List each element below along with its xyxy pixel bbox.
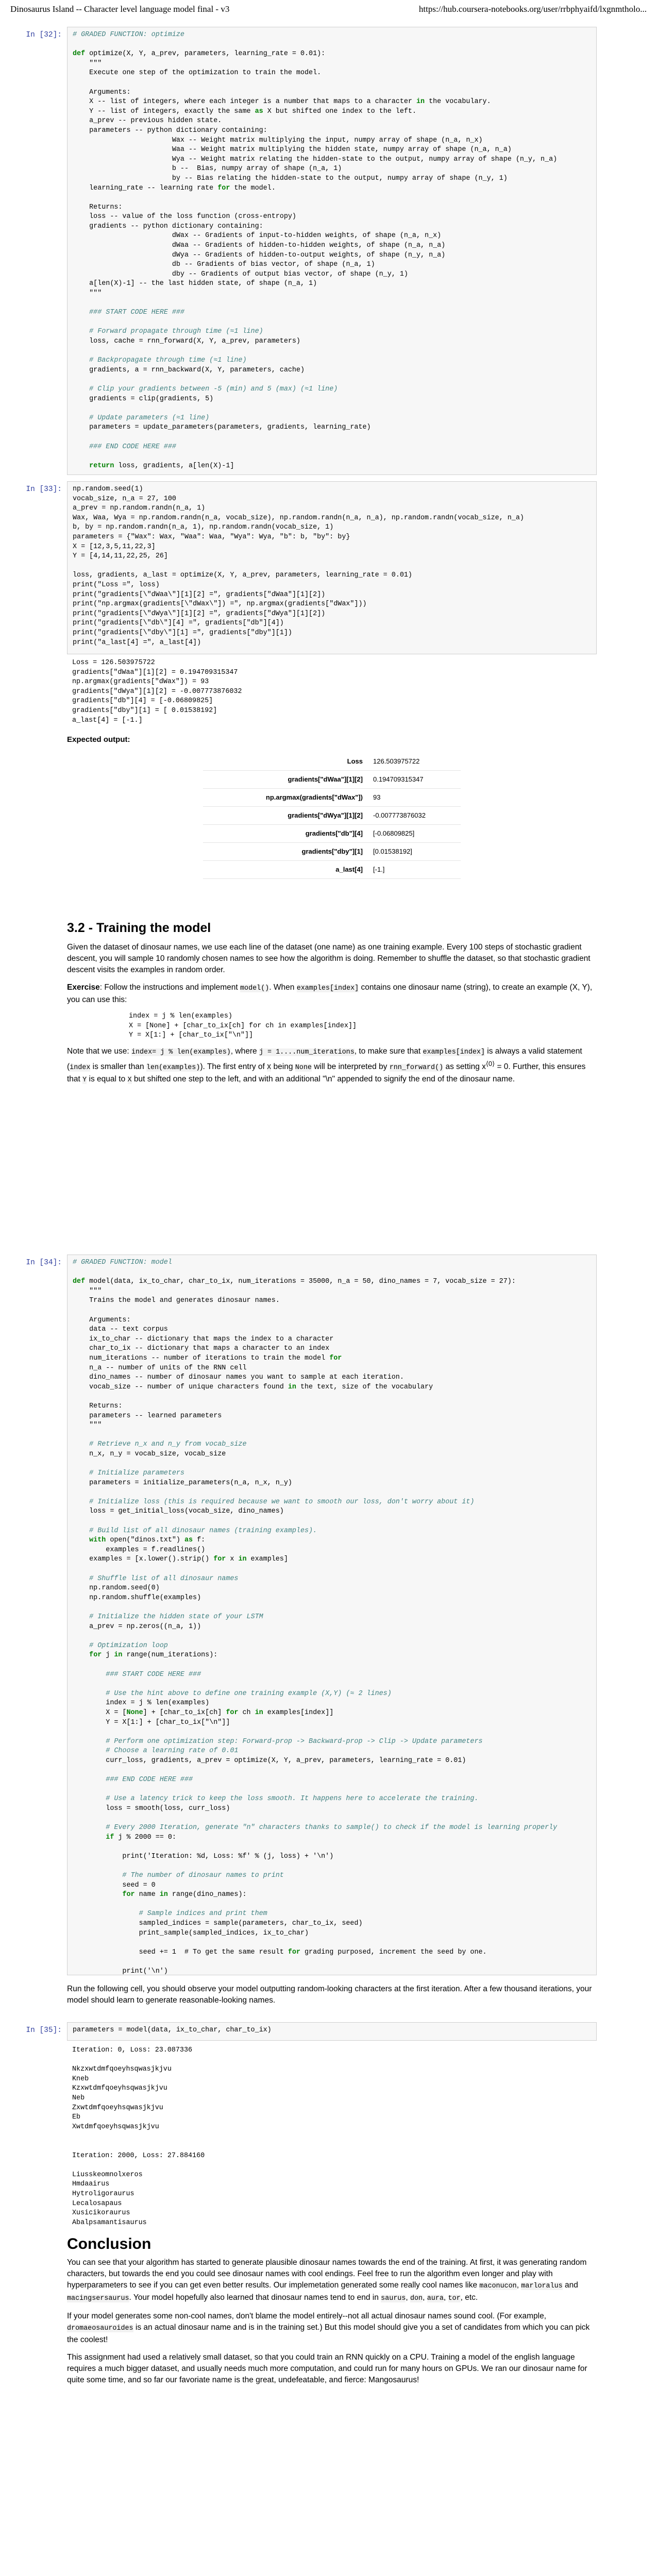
code-line: loss = smooth(loss, curr_loss) xyxy=(73,1804,230,1812)
output-line: Hytroligoraurus xyxy=(72,2190,134,2198)
expected-value: [0.01538192] xyxy=(368,843,461,861)
code-line: gradients, a = rnn_backward(X, Y, parameters, cache) xyxy=(73,366,305,374)
exercise-label: Exercise xyxy=(67,983,100,992)
code-input-optimize[interactable] xyxy=(67,27,597,475)
code-line xyxy=(73,1488,591,1498)
code-line: parameters = model(data, ix_to_char, char_to_ix) xyxy=(73,2026,272,2034)
code-line: dWya -- Gradients of hidden-to-output weights, of shape (n_y, n_a) xyxy=(73,251,446,259)
output-line xyxy=(72,2056,592,2065)
code-line: Y = X[1:] + [char_to_ix["\n"]] xyxy=(73,1718,230,1726)
code-line xyxy=(73,1431,591,1440)
expected-key: gradients["db"][4] xyxy=(203,825,368,843)
code-line xyxy=(73,1680,591,1689)
code-line xyxy=(73,452,591,462)
code-line: print("np.argmax(gradients[\"dWax\"]) =", np.argmax(gradients["dWax"])) xyxy=(73,600,367,608)
code-line: def model(data, ix_to_char, char_to_ix, num_iterations = 35000, n_a = 50, dino_names = 7, vocab_size = 27): xyxy=(73,1278,516,1286)
code-input-model[interactable] xyxy=(67,1255,597,1975)
cell-prompt: In [35]: xyxy=(26,2026,62,2035)
output-line: Hmdaairus xyxy=(72,2180,110,2189)
code-line: Wax, Waa, Wya = np.random.randn(n_a, vocab_size), np.random.randn(n_a, n_a), np.random.randn(vocab_size, n_a) xyxy=(73,514,524,522)
code-line: for name in range(dino_names): xyxy=(122,1891,247,1899)
cell-output-test-optimize xyxy=(67,656,597,731)
code-line: X = [None] + [char_to_ix[ch] for ch in examples[index]] xyxy=(73,1708,334,1717)
expected-key: gradients["dWya"][1][2] xyxy=(203,807,368,825)
code-line xyxy=(73,1517,591,1527)
code-line: parameters -- learned parameters xyxy=(73,1412,222,1420)
code-line: # Shuffle list of all dinosaur names xyxy=(73,1574,239,1583)
code-line: # Backpropagate through time (≈1 line) xyxy=(73,357,247,365)
code-line: # Sample indices and print them xyxy=(73,1910,267,1918)
cell-output-run-model xyxy=(67,2044,597,2233)
code-line: def optimize(X, Y, a_prev, parameters, learning_rate = 0.01): xyxy=(73,50,326,58)
expected-key: np.argmax(gradients["dWax"]) xyxy=(203,789,368,807)
section-intro-text: Given the dataset of dinosaur names, we use each line of the dataset (one name) as one training example. Every 100 steps of stochastic gradient descent, you will sample 10 randomly chosen names to see how the algorithm is doing. Remember to shuffle the dataset, so that stochastic gradient descent visits the examples in random order. xyxy=(67,943,591,974)
code-line: # Optimization loop xyxy=(73,1641,168,1650)
code-line: # Initialize parameters xyxy=(73,1469,184,1478)
output-line: gradients["db"][4] = [-0.06809825] xyxy=(72,697,213,705)
code-line: sampled_indices = sample(parameters, char_to_ix, seed) xyxy=(73,1919,363,1927)
output-line: gradients["dWaa"][1][2] = 0.194709315347 xyxy=(72,668,238,676)
code-line xyxy=(73,1459,591,1469)
cell-prompt: In [33]: xyxy=(26,485,62,494)
code-line: Returns: xyxy=(73,1402,123,1410)
code-line xyxy=(73,1603,591,1613)
code-line xyxy=(73,1565,591,1574)
code-line: dWaa -- Gradients of hidden-to-hidden weights, of shape (n_a, n_a) xyxy=(73,242,446,250)
code-line: Wax -- Weight matrix multiplying the input, numpy array of shape (n_a, n_x) xyxy=(73,136,483,144)
header-title: Dinosaurus Island -- Character level language model final - v3 xyxy=(10,4,230,14)
code-line: print("gradients[\"dby\"][1] =", gradients["dby"][1]) xyxy=(73,629,292,637)
code-line: Y = [4,14,11,22,25, 26] xyxy=(73,552,168,561)
code-line: loss, cache = rnn_forward(X, Y, a_prev, parameters) xyxy=(73,337,300,345)
code-line: # Clip your gradients between -5 (min) and 5 (max) (≈1 line) xyxy=(73,385,338,393)
code-line: # Initialize loss (this is required because we want to smooth our loss, don't worry about it) xyxy=(73,1498,475,1506)
code-line: vocab_size -- number of unique characters found in the text, size of the vocabulary xyxy=(73,1383,433,1391)
code-line: Y -- list of integers, exactly the same as X but shifted one index to the left. xyxy=(73,107,416,115)
code-line: Waa -- Weight matrix multiplying the hidden state, numpy array of shape (n_a, n_a) xyxy=(73,146,512,154)
code-line: parameters = update_parameters(parameters, gradients, learning_rate) xyxy=(73,423,371,432)
code-line: # Choose a learning rate of 0.01 xyxy=(73,1747,239,1755)
expected-output-table xyxy=(203,753,461,879)
code-line: # The number of dinosaur names to print xyxy=(73,1872,284,1879)
code-line: print("gradients[\"dWya\"][1][2] =", gradients["dWya"][1][2]) xyxy=(73,609,326,618)
code-line: n_a -- number of units of the RNN cell xyxy=(73,1364,247,1372)
index-note-text: Note that we use: index= j % len(examples), where j = 1....num_iterations, to make sure that examples[index] is always a valid statement (index is smaller than len(examples)). The first entry of X being None will be interpreted by rnn_forward() as setting $x^{⟨0⟩} = 0$. Further, this ensures that Y is equal to X but shifted one step to the left, and with an additional "\n" appended to signify the end of the dinosaur name. xyxy=(67,1046,586,1084)
expected-row xyxy=(203,753,461,771)
code-cell-optimize[interactable] xyxy=(26,27,597,475)
cell-prompt: In [34]: xyxy=(26,1259,62,1267)
code-cell-run-model[interactable] xyxy=(26,2022,597,2233)
code-line: examples = [x.lower().strip() for x in examples] xyxy=(73,1555,288,1564)
code-line xyxy=(73,1727,591,1737)
code-line: return loss, gradients, a[len(X)-1] xyxy=(89,462,234,470)
output-line: Kneb xyxy=(72,2075,89,2083)
code-line: # Perform one optimization step: Forward-prop -> Backward-prop -> Clip -> Update parameters xyxy=(73,1737,483,1745)
run-text: Run the following cell, you should observe your model outputting random-looking characters at the first iteration. After a few thousand iterations, your model should learn to generate reasonable-looking names. xyxy=(67,1985,592,2005)
code-line: # GRADED FUNCTION: model xyxy=(73,1259,172,1266)
code-line: data -- text corpus xyxy=(73,1326,168,1334)
code-line: a_prev = np.zeros((n_a, 1)) xyxy=(73,1622,201,1631)
expected-value: 0.194709315347 xyxy=(368,771,461,789)
code-line: num_iterations -- number of iterations to train the model for xyxy=(73,1354,342,1362)
code-line: for j in range(num_iterations): xyxy=(89,1651,218,1659)
code-line: index = j % len(examples) xyxy=(73,1699,210,1707)
code-line: seed = 0 xyxy=(73,1881,156,1889)
code-line xyxy=(73,347,591,357)
code-line xyxy=(73,1660,591,1670)
cell-prompt: In [32]: xyxy=(26,31,62,39)
code-line xyxy=(73,1957,591,1967)
expected-row xyxy=(203,807,461,825)
output-line xyxy=(72,2132,592,2142)
output-line: Iteration: 0, Loss: 23.087336 xyxy=(72,2046,193,2054)
code-line xyxy=(73,1766,591,1775)
expected-key: gradients["dWaa"][1][2] xyxy=(203,771,368,789)
code-input-run-model[interactable] xyxy=(67,2022,597,2041)
code-line: # Update parameters (≈1 line) xyxy=(73,414,210,422)
code-line: n_x, n_y = vocab_size, vocab_size xyxy=(73,1450,226,1458)
output-line: Neb xyxy=(72,2094,85,2102)
code-line xyxy=(73,318,591,328)
code-line xyxy=(73,1842,591,1852)
code-line xyxy=(73,404,591,414)
code-line xyxy=(73,1306,591,1316)
code-line: examples = f.readlines() xyxy=(73,1546,206,1554)
code-line: Returns: xyxy=(73,203,123,211)
output-line: Loss = 126.503975722 xyxy=(72,659,155,667)
code-line: ### END CODE HERE ### xyxy=(73,1776,193,1784)
code-line: np.random.shuffle(examples) xyxy=(73,1594,201,1602)
code-line: dino_names -- number of dinosaur names you want to sample at each iteration. xyxy=(73,1374,404,1382)
code-line xyxy=(73,375,591,385)
expected-value: 126.503975722 xyxy=(368,753,461,771)
code-line: # GRADED FUNCTION: optimize xyxy=(73,31,184,39)
code-line xyxy=(73,40,591,50)
code-line: # Retrieve n_x and n_y from vocab_size xyxy=(73,1440,247,1449)
code-line: print("gradients[\"db\"][4] =", gradients["db"][4]) xyxy=(73,619,284,628)
code-line xyxy=(73,1392,591,1402)
code-line: b, by = np.random.randn(n_a, 1), np.random.randn(vocab_size, 1) xyxy=(73,523,334,532)
output-line: Abalpsamantisaurus xyxy=(72,2218,147,2227)
code-line: # Every 2000 Iteration, generate "n" characters thanks to sample() to check if the model is learning properly xyxy=(73,1824,558,1832)
code-line: print("Loss =", loss) xyxy=(73,581,160,589)
code-line: with open("dinos.txt") as f: xyxy=(89,1536,206,1545)
code-line: dby -- Gradients of output bias vector, of shape (n_y, 1) xyxy=(73,270,408,278)
expected-row xyxy=(203,771,461,789)
code-line: print("gradients[\"dWaa\"][1][2] =", gradients["dWaa"][1][2]) xyxy=(73,590,326,599)
code-line xyxy=(73,78,591,88)
code-line: ### END CODE HERE ### xyxy=(73,443,176,451)
code-line: """ xyxy=(73,290,102,298)
code-line: vocab_size, n_a = 27, 100 xyxy=(73,495,176,503)
code-line: curr_loss, gradients, a_prev = optimize(X, Y, a_prev, parameters, learning_rate = 0.01) xyxy=(73,1756,466,1765)
code-line: np.random.seed(0) xyxy=(73,1584,160,1592)
expected-value: [-0.06809825] xyxy=(368,825,461,843)
code-line: seed += 1 # To get the same result for grading purposed, increment the seed by one. xyxy=(73,1948,487,1956)
code-line: """ xyxy=(73,1421,102,1430)
run-instructions xyxy=(67,1984,597,2012)
conclusion-paragraph-1: You can see that your algorithm has started to generate plausible dinosaur names towards the end of the training. At first, it was generating random characters, but towards the end you could see dinosaur names with cool endings. Feel free to run the algorithm even longer and play with hyperparameters to see if you can get even better results. Our implemetation generated some really cool names like maconucon, marloralus and macingsersaurus. Your model hopefully also learned that dinosaur names tend to end in saurus, don, aura, tor, etc. xyxy=(67,2258,587,2302)
code-line: parameters = {"Wax": Wax, "Waa": Waa, "Wya": Wya, "b": b, "by": by} xyxy=(73,533,350,541)
expected-value: -0.007773876032 xyxy=(368,807,461,825)
code-line: ### START CODE HERE ### xyxy=(73,309,184,317)
code-line: dWax -- Gradients of input-to-hidden weights, of shape (n_a, n_x) xyxy=(73,232,442,240)
example-snippet: index = j % len(examples) X = [None] + [char_to_ix[ch] for ch in examples[index]] Y = X[1:] + [char_to_ix["\n"]] xyxy=(129,1012,357,1040)
output-line xyxy=(72,2161,592,2171)
code-line: print_sample(sampled_indices, ix_to_char) xyxy=(73,1929,309,1937)
code-line xyxy=(73,299,591,309)
output-line xyxy=(72,2142,592,2151)
code-line: """ xyxy=(73,59,102,67)
code-line: # Use the hint above to define one training example (X,Y) (≈ 2 lines) xyxy=(73,1689,392,1698)
code-line xyxy=(73,193,591,203)
expected-row xyxy=(203,789,461,807)
code-cell-test-optimize[interactable] xyxy=(26,481,597,731)
code-line: np.random.seed(1) xyxy=(73,485,143,493)
output-line: Eb xyxy=(72,2113,81,2122)
code-line: gradients -- python dictionary containing: xyxy=(73,222,263,230)
output-line: Iteration: 2000, Loss: 27.884160 xyxy=(72,2151,205,2160)
output-line: Nkzxwtdmfqoeyhsqwasjkjvu xyxy=(72,2065,172,2074)
code-line xyxy=(73,1861,591,1871)
code-line: loss = get_initial_loss(vocab_size, dino_names) xyxy=(73,1507,284,1516)
code-line: Trains the model and generates dinosaur names. xyxy=(73,1297,280,1305)
expected-value: 93 xyxy=(368,789,461,807)
code-cell-model[interactable] xyxy=(26,1255,597,1975)
output-line: Xusicikoraurus xyxy=(72,2209,130,2217)
code-line: a[len(X)-1] -- the last hidden state, of shape (n_a, 1) xyxy=(73,280,317,288)
code-line xyxy=(73,1814,591,1823)
section-conclusion xyxy=(67,2235,597,2392)
code-line xyxy=(73,562,591,571)
code-line: """ xyxy=(73,1287,102,1295)
code-line: X -- list of integers, where each integer is a number that maps to a character in the vocabulary. xyxy=(73,98,491,106)
output-line: gradients["dWya"][1][2] = -0.007773876032 xyxy=(72,687,242,696)
code-line: b -- Bias, numpy array of shape (n_a, 1) xyxy=(73,165,342,173)
code-line: loss, gradients, a_last = optimize(X, Y, a_prev, parameters, learning_rate = 0.01) xyxy=(73,571,412,580)
code-line xyxy=(73,1632,591,1641)
code-line: Arguments: xyxy=(73,1316,131,1324)
expected-row xyxy=(203,861,461,879)
code-line: ix_to_char -- dictionary that maps the index to a character xyxy=(73,1335,334,1343)
output-line: gradients["dby"][1] = [ 0.01538192] xyxy=(72,706,217,715)
expected-output-title: Expected output: xyxy=(67,735,130,744)
expected-key: Loss xyxy=(203,753,368,771)
code-line: parameters = initialize_parameters(n_a, n_x, n_y) xyxy=(73,1479,292,1487)
code-line: print("a_last[4] =", a_last[4]) xyxy=(73,638,201,647)
code-line: a_prev = np.random.randn(n_a, 1) xyxy=(73,504,206,513)
section-title: 3.2 - Training the model xyxy=(67,921,211,935)
expected-row xyxy=(203,825,461,843)
code-line: print('\n') xyxy=(73,1967,168,1975)
code-line: print('Iteration: %d, Loss: %f' % (j, loss) + '\n') xyxy=(73,1852,334,1860)
exercise-text: Exercise: Follow the instructions and implement model(). When examples[index] contains one dinosaur name (string), to create an example (X, Y), you can use this: xyxy=(67,983,593,1004)
code-line: parameters -- python dictionary containing: xyxy=(73,126,267,134)
code-line: db -- Gradients of bias vector, of shape (n_a, 1) xyxy=(73,261,375,269)
expected-key: a_last[4] xyxy=(203,861,368,879)
output-line: Kzxwtdmfqoeyhsqwasjkjvu xyxy=(72,2084,167,2093)
code-line: # Use a latency trick to keep the loss smooth. It happens here to accelerate the training. xyxy=(73,1795,479,1803)
code-line: learning_rate -- learning rate for the model. xyxy=(73,184,276,192)
output-line: Liusskeomnolxeros xyxy=(72,2171,143,2179)
expected-row xyxy=(203,843,461,861)
code-line: gradients = clip(gradients, 5) xyxy=(73,395,214,403)
code-line: char_to_ix -- dictionary that maps a character to an index xyxy=(73,1345,330,1353)
output-line: a_last[4] = [-1.] xyxy=(72,716,143,724)
code-line xyxy=(73,1900,591,1910)
code-line: X = [12,3,5,11,22,3] xyxy=(73,543,156,551)
section-training-model xyxy=(67,922,597,1092)
code-line xyxy=(73,1268,591,1278)
code-line xyxy=(73,1938,591,1948)
code-line xyxy=(73,1785,591,1795)
expected-output-block xyxy=(67,734,597,879)
output-line: Lecalosapaus xyxy=(72,2199,122,2208)
code-line: Execute one step of the optimization to train the model. xyxy=(73,69,322,77)
code-line: # Forward propagate through time (≈1 line) xyxy=(73,328,263,336)
code-line: # Initialize the hidden state of your LSTM xyxy=(73,1613,263,1621)
expected-value: [-1.] xyxy=(368,861,461,879)
code-line: Wya -- Weight matrix relating the hidden-state to the output, numpy array of shape (n_y, n_a) xyxy=(73,155,558,163)
code-line: Arguments: xyxy=(73,88,131,96)
conclusion-paragraph-3: This assignment had used a relatively small dataset, so that you could train an RNN quickly on a CPU. Training a model of the english language requires a much bigger dataset, and usually needs much more computation, and could run for many hours on GPUs. We ran our dinosaur name for quite some time, and so far our favoriate name is the great, undefeatable, and fierce: Mangosaurus! xyxy=(67,2353,587,2384)
output-line: Xwtdmfqoeyhsqwasjkjvu xyxy=(72,2123,159,2131)
expected-key: gradients["dby"][1] xyxy=(203,843,368,861)
header-url: https://hub.coursera-notebooks.org/user/rrbphyaifd/lxgnmtholo... xyxy=(418,4,647,14)
output-line: np.argmax(gradients["dWax"]) = 93 xyxy=(72,678,209,686)
code-line: a_prev -- previous hidden state. xyxy=(73,117,222,125)
conclusion-title: Conclusion xyxy=(67,2235,151,2252)
code-line: # Build list of all dinosaur names (training examples). xyxy=(73,1527,317,1535)
code-line: by -- Bias relating the hidden-state to the output, numpy array of shape (n_y, 1) xyxy=(73,174,508,182)
print-header xyxy=(10,4,647,15)
code-line: loss -- value of the loss function (cross-entropy) xyxy=(73,213,296,221)
conclusion-paragraph-2: If your model generates some non-cool names, don't blame the model entirely--not all actual dinosaur names sound cool. (For example, dromaeosauroides is an actual dinosaur name and is in the training set.) But this model should give you a set of candidates from which you can pick the coolest! xyxy=(67,2312,590,2344)
code-line: ### START CODE HERE ### xyxy=(73,1670,201,1679)
output-line: Zxwtdmfqoeyhsqwasjkjvu xyxy=(72,2104,163,2112)
code-line: if j % 2000 == 0: xyxy=(106,1833,176,1841)
code-line xyxy=(73,433,591,443)
code-input-test-optimize[interactable] xyxy=(67,481,597,654)
